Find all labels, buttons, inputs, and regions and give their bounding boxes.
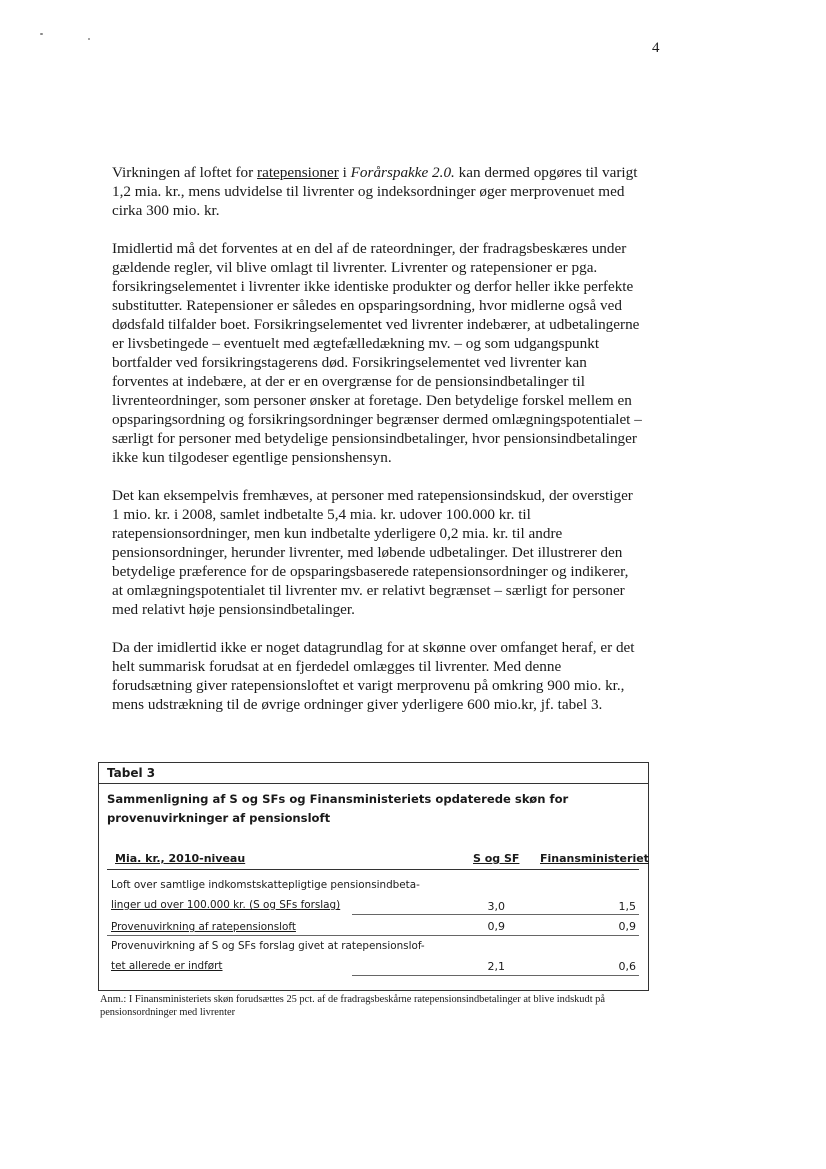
row-1-rule (352, 914, 639, 915)
table-divider (99, 783, 648, 784)
row-3-s-og-sf: 2,1 (487, 960, 505, 973)
col-header-s-og-sf: S og SF (473, 852, 520, 865)
body-text (112, 163, 642, 733)
page-number: 4 (652, 40, 660, 56)
row-3-rule (352, 975, 639, 976)
italic-title: Forårspakke 2.0. (350, 164, 455, 181)
col-header-finansministeriet: Finansministeriet (540, 852, 649, 865)
row-2-s-og-sf: 0,9 (487, 920, 505, 933)
col-header-unit: Mia. kr., 2010-niveau (115, 852, 246, 865)
table-3 (98, 762, 649, 991)
row-3-label-line2: tet allerede er indført (111, 960, 223, 972)
row-1-finansministeriet: 1,5 (618, 900, 636, 913)
row-3-label-line1: Provenuvirkning af S og SFs forslag givet at ratepensionslof- (111, 940, 425, 952)
row-2-label: Provenuvirkning af ratepensionsloft (111, 921, 296, 933)
header-rule (107, 869, 639, 870)
paragraph-2: Imidlertid må det forventes at en del af de rateordninger, der fradragsbeskæres under gældende regler, vil blive omlagt til livrenter. Livrenter og ratepensioner er pga. forsikringselementet i livrenter ikke identiske produkter og derfor heller ikke perfekte substitutter. Ratepensioner er således en opsparingsordning, hvor midlerne også ved dødsfald tilfalder boet. Forsikringselementet ved livrenter indebærer, at udbetalingerne er livsbetingede – eventuelt med ægtefælledækning mv. – og som udgangspunkt bortfalder ved forsikringstagerens død. Forsikringselementet ved livrenter kan forventes at indebære, at der er en overgrænse for de pensionsindbetalinger til livrenteordninger, som personer ønsker at foretage. Den betydelige forskel mellem en opsparingsordning og forsikringsordninger begrænser dermed omlægningspotentialet – særligt for personer med betydelige pensionsindbetalinger, hvor pensionsindbetalinger ikke kun tilgodeser egentlige pensionshensyn. (112, 240, 642, 466)
underlined-term: ratepensioner (257, 164, 339, 181)
row-3-finansministeriet: 0,6 (618, 960, 636, 973)
table-label: Tabel 3 (107, 766, 156, 780)
scan-speck (88, 38, 90, 40)
row-2-finansministeriet: 0,9 (618, 920, 636, 933)
row-1-s-og-sf: 3,0 (487, 900, 505, 913)
row-1-label-line1: Loft over samtlige indkomstskattepligtige pensionsindbeta- (111, 879, 420, 891)
table-title: Sammenligning af S og SFs og Finansministeriets opdaterede skøn for provenuvirkninger af pensionsloft (107, 792, 569, 825)
paragraph-3: Det kan eksempelvis fremhæves, at personer med ratepensionsindskud, der overstiger 1 mio. kr. i 2008, samlet indbetalte 5,4 mia. kr. udover 100.000 kr. til ratepensionsordninger, men kun indbetalte yderligere 0,2 mia. kr. til andre pensionsordninger, herunder livrenter, med løbende udbetalinger. Det illustrerer den betydelige præference for de opsparingsbaserede ratepensionsordninger og indikerer, at omlægningspotentialet til livrenter mv. er relativt begrænset – særligt for personer med relativt høje pensionsindbetalinger. (112, 487, 633, 618)
paragraph-4: Da der imidlertid ikke er noget datagrundlag for at skønne over omfanget heraf, er det helt summarisk forudsat at en fjerdedel omlægges til livrenter. Med denne forudsætning giver ratepensionsloftet et varigt merprovenu på omkring 900 mio. kr., mens udstrækning til de øvrige ordninger giver yderligere 600 mio.kr, jf. tabel 3. (112, 639, 635, 713)
row-1-label-line2: linger ud over 100.000 kr. (S og SFs forslag) (111, 899, 341, 911)
table-note: Anm.: I Finansministeriets skøn forudsættes 25 pct. af de fradragsbeskårne ratepensionsindbetalinger at blive indskudt på pensionsordninger med livrenter (100, 994, 605, 1018)
scan-speck (40, 33, 43, 35)
paragraph-1: Virkningen af loftet for ratepensioner i Forårspakke 2.0. kan dermed opgøres til varigt 1,2 mia. kr., mens udvidelse til livrenter og indeksordninger øger merprovenuet med cirka 300 mio. kr. (112, 164, 638, 219)
